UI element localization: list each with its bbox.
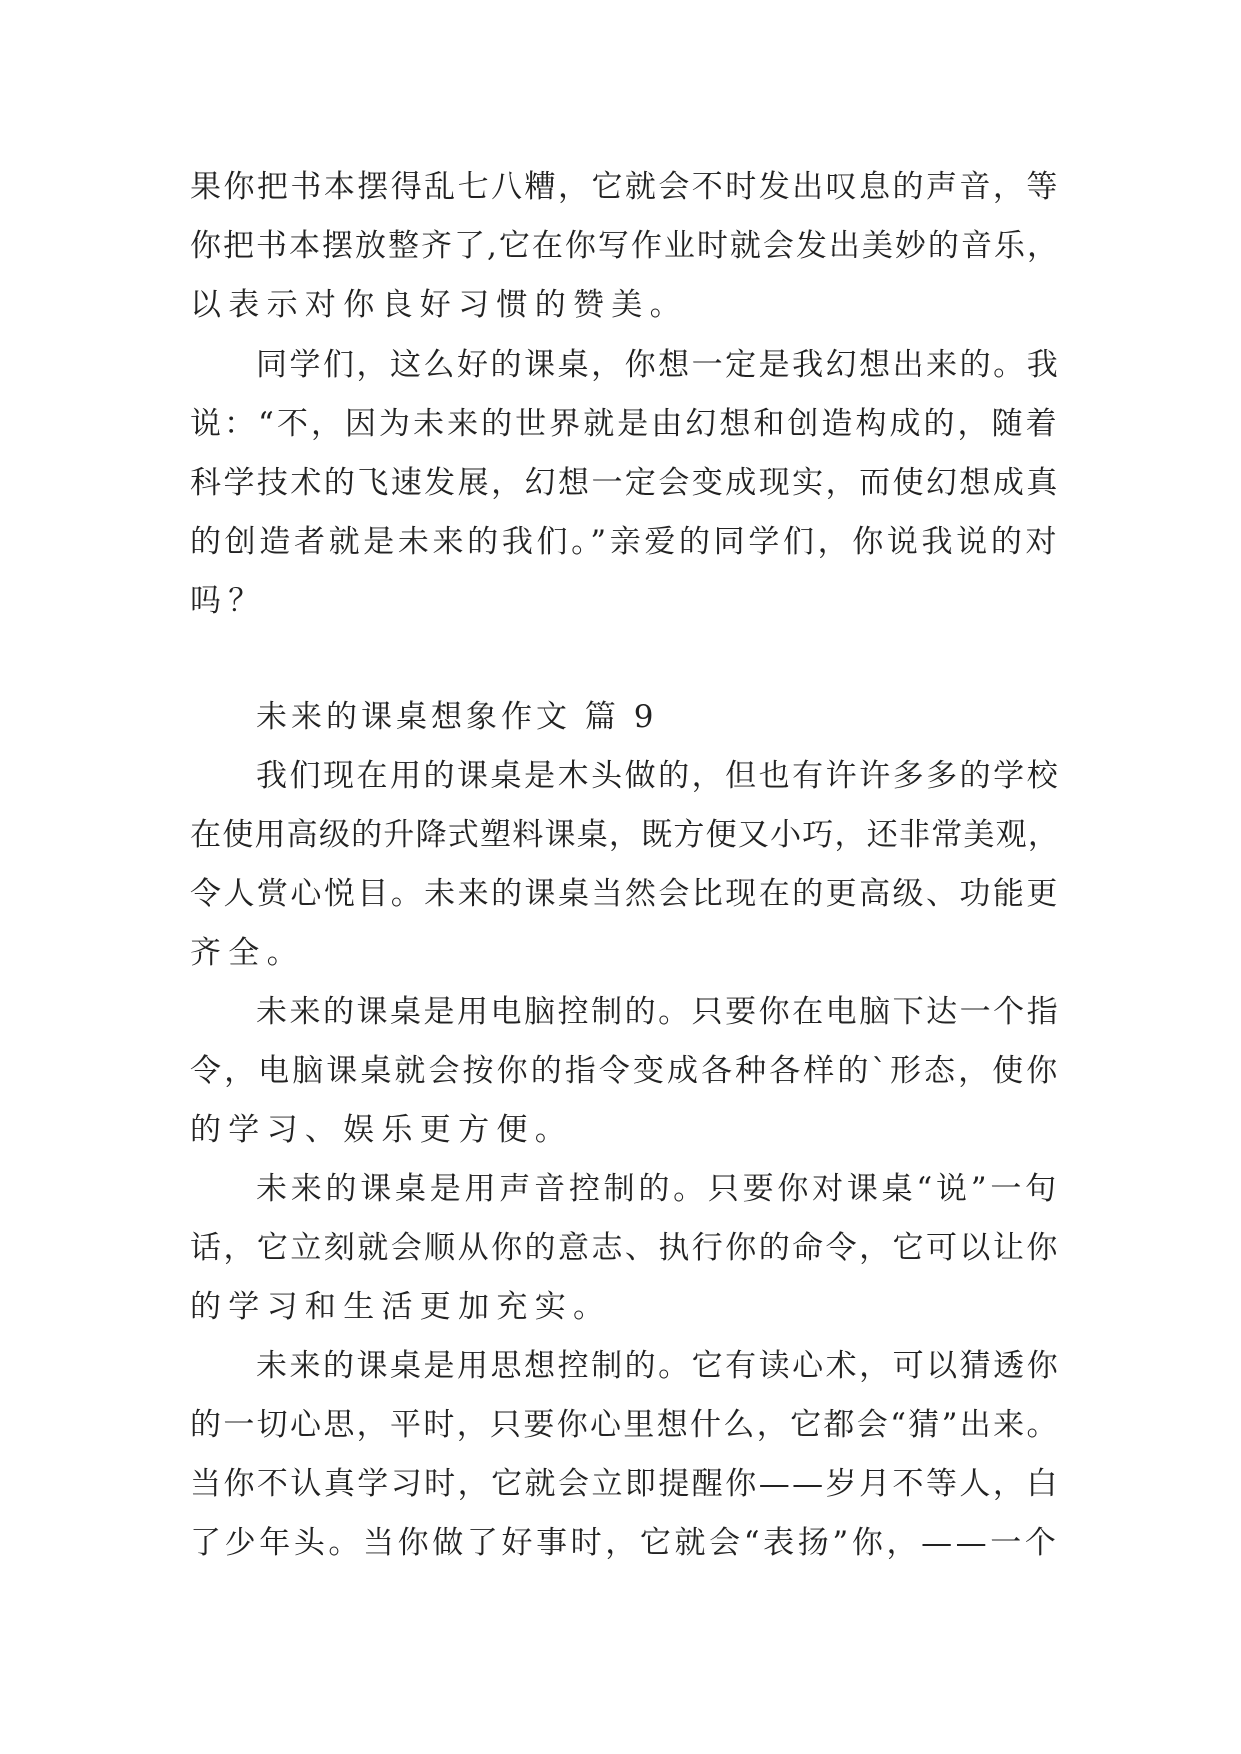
text-line: 未来的课桌是用电脑控制的。只要你在电脑下达一个指 <box>256 994 1061 1030</box>
text-line: 当你不认真学习时，它就会立即提醒你——岁月不等人，白 <box>190 1466 1060 1502</box>
text-line: 话，它立刻就会顺从你的意志、执行你的命令，它可以让你 <box>190 1230 1060 1266</box>
text-line: 果你把书本摆得乱七八糟，它就会不时发出叹息的声音，等 <box>190 169 1060 205</box>
text-line: 的学习、娱乐更方便。 <box>190 1112 573 1148</box>
text-line: 齐全。 <box>190 935 305 971</box>
text-line: 了少年头。当你做了好事时，它就会“表扬”你，——一个 <box>190 1525 1060 1561</box>
text-line: 同学们，这么好的课桌，你想一定是我幻想出来的。我 <box>256 347 1061 383</box>
text-line: 的创造者就是未来的我们。”亲爱的同学们，你说我说的对 <box>190 524 1061 560</box>
text-line: 未来的课桌是用思想控制的。它有读心术，可以猜透你 <box>256 1348 1061 1384</box>
text-line: 令人赏心悦目。未来的课桌当然会比现在的更高级、功能更 <box>190 876 1060 912</box>
section-heading: 未来的课桌想象作文 篇 9 <box>256 699 658 735</box>
text-line: 在使用高级的升降式塑料课桌，既方便又小巧，还非常美观， <box>190 817 1061 853</box>
text-line: 以表示对你良好习惯的赞美。 <box>190 287 688 323</box>
text-line: 我们现在用的课桌是木头做的，但也有许许多多的学校 <box>256 758 1061 794</box>
text-line: 吗？ <box>190 583 267 619</box>
text-line: 你把书本摆放整齐了,它在你写作业时就会发出美妙的音乐， <box>190 228 1060 264</box>
text-line: 科学技术的飞速发展，幻想一定会变成现实，而使幻想成真 <box>190 465 1060 501</box>
text-line: 未来的课桌是用声音控制的。只要你对课桌“说”一句 <box>256 1171 1060 1207</box>
text-line: 令，电脑课桌就会按你的指令变成各种各样的`形态，使你 <box>190 1053 1061 1089</box>
text-line: 的一切心思，平时，只要你心里想什么，它都会“猜”出来。 <box>190 1407 1060 1443</box>
text-line: 的学习和生活更加充实。 <box>190 1289 612 1325</box>
text-line: 说：“不，因为未来的世界就是由幻想和创造构成的，随着 <box>190 406 1060 442</box>
